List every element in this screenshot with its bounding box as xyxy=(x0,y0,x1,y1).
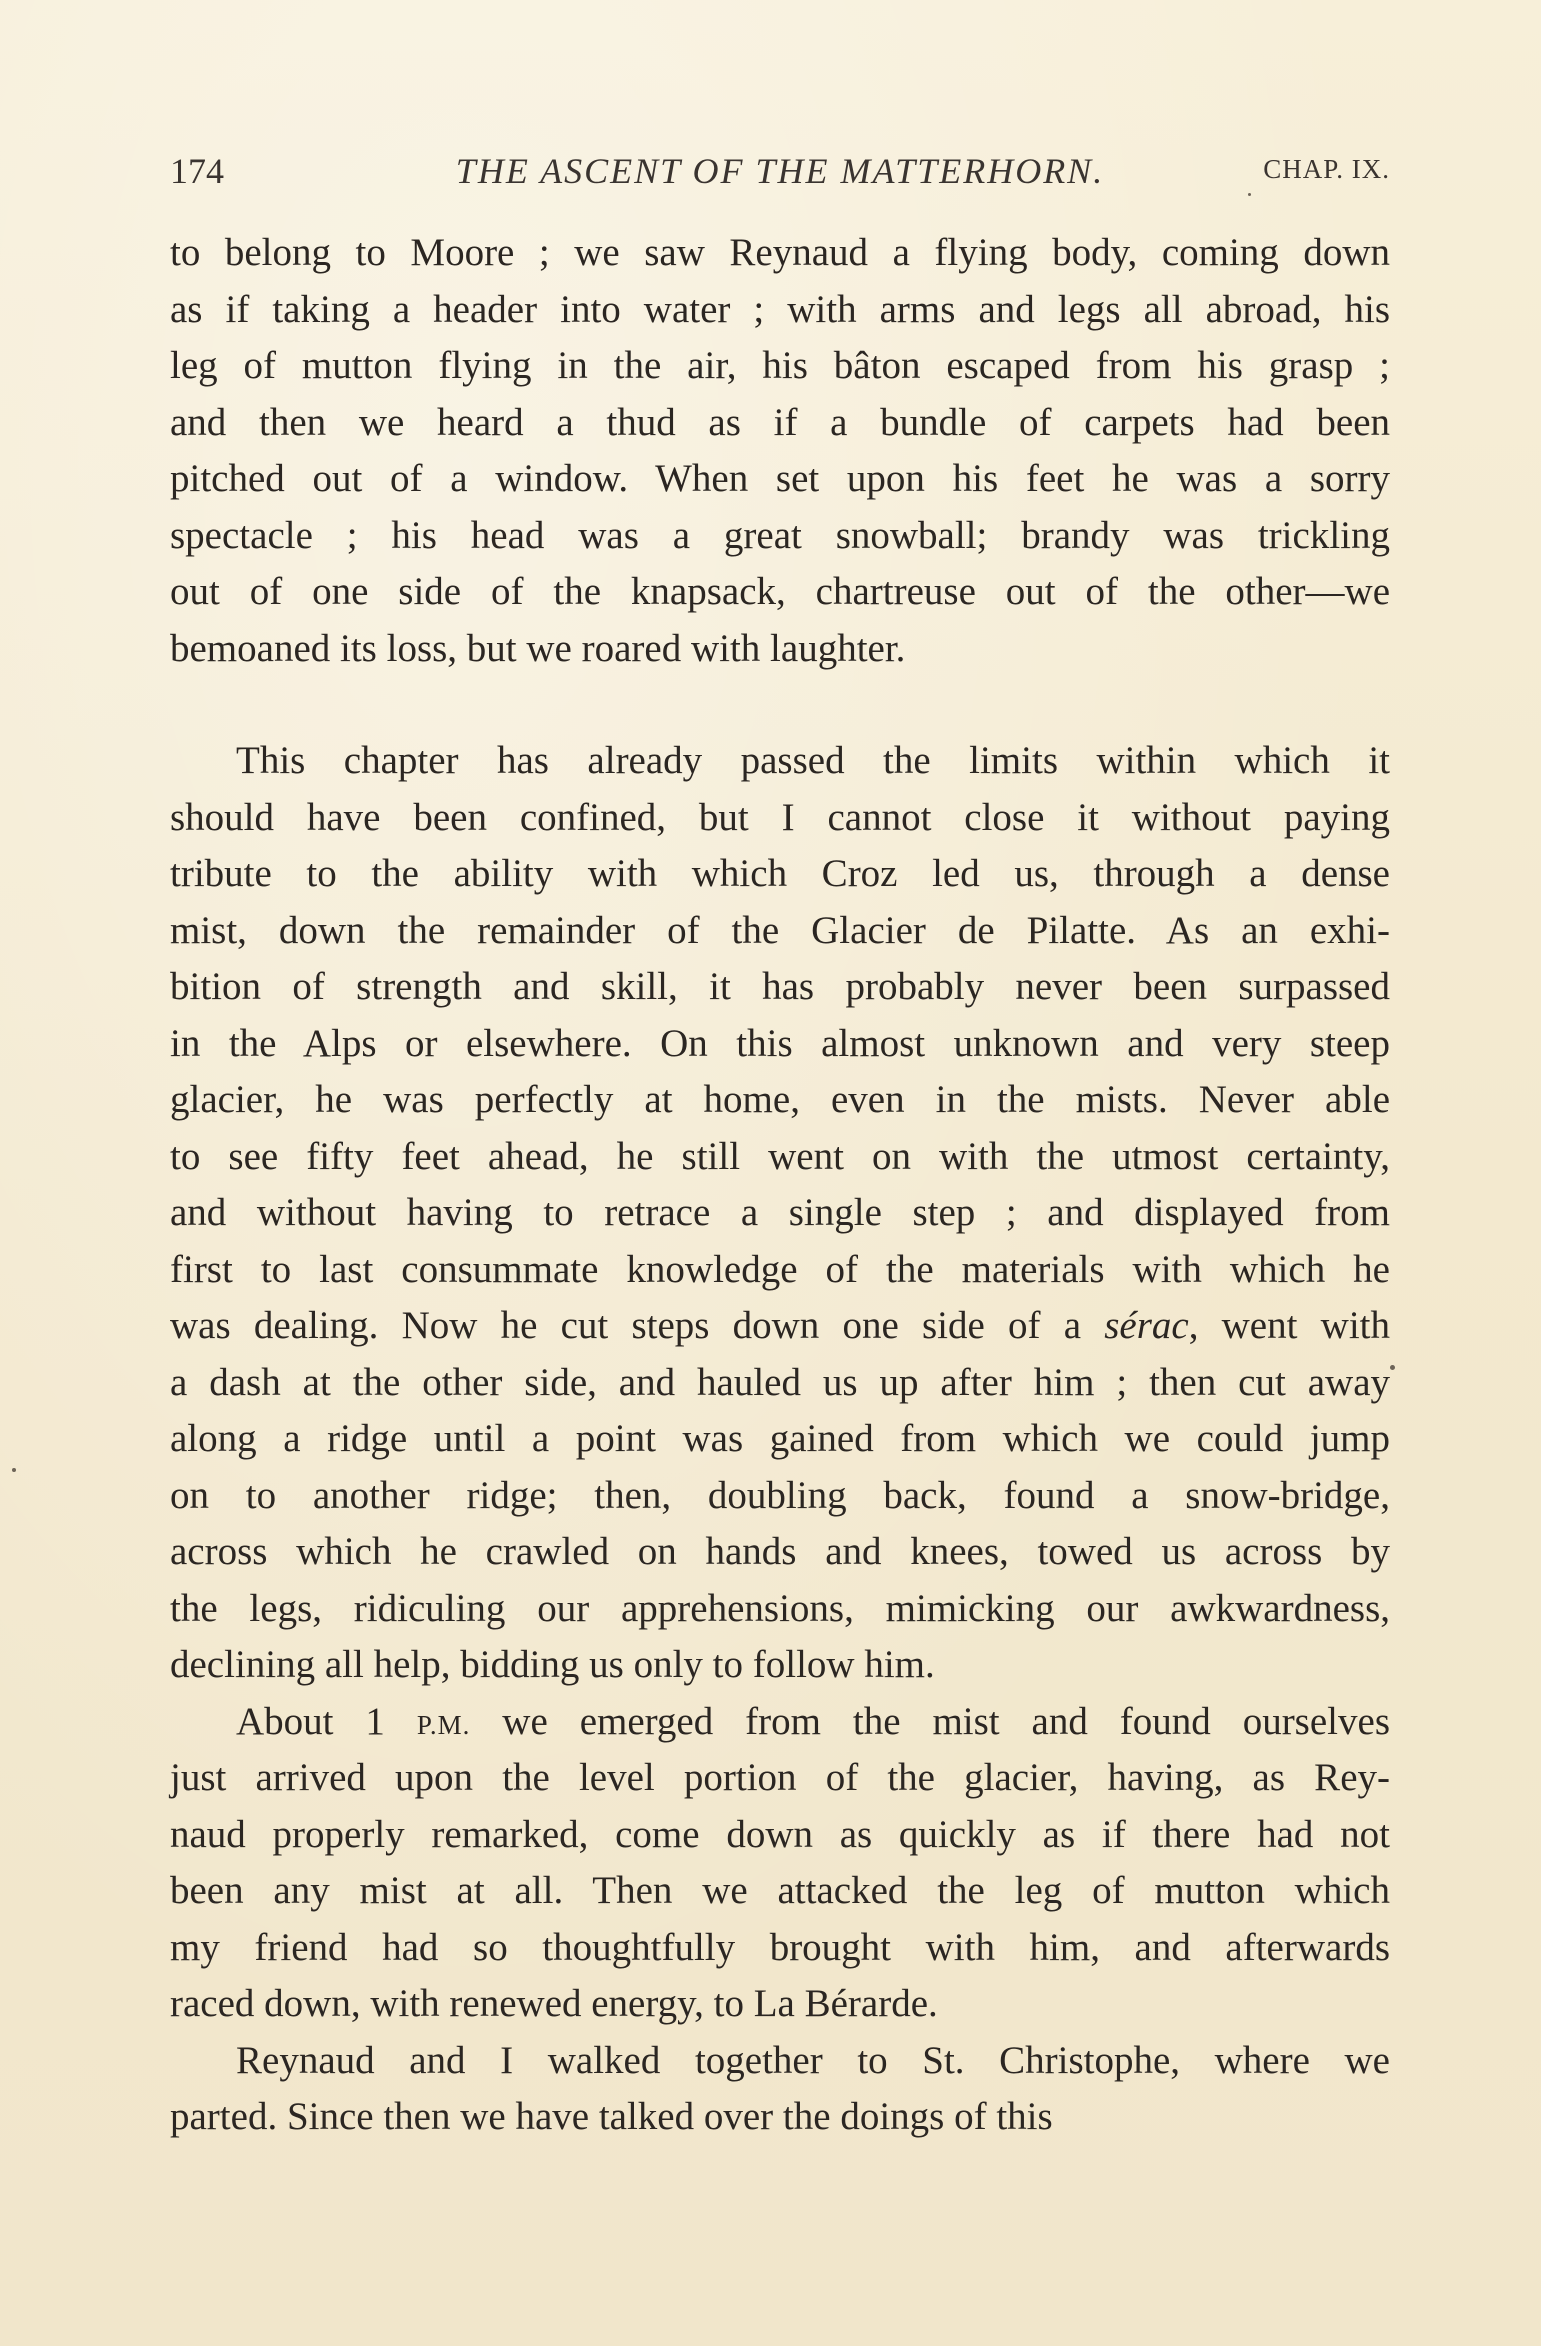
paragraph xyxy=(170,2033,1390,2146)
running-title: THE ASCENT OF THE MATTERHORN. xyxy=(455,151,1105,191)
page-speck xyxy=(1248,193,1251,196)
paragraph-gap xyxy=(170,677,1390,733)
text-line: declining all help, bidding us only to follow him. xyxy=(170,1643,935,1686)
text-line: to see fifty feet ahead, he still went on with the utmost certainty, xyxy=(170,1134,1390,1178)
text-line: in the Alps or elsewhere. On this almost unknown and very steep xyxy=(170,1021,1390,1065)
text-line: This chapter has already passed the limits within which it xyxy=(236,739,1390,782)
text-line: leg of mutton flying in the air, his bâton escaped from his grasp ; xyxy=(170,344,1390,387)
page-speck xyxy=(1390,1365,1395,1370)
text-line: tribute to the ability with which Croz led us, through a dense xyxy=(170,852,1390,895)
text-line: been any mist at all. Then we attacked the leg of mutton which xyxy=(170,1869,1390,1912)
text-line: out of one side of the knapsack, chartreuse out of the other—we xyxy=(170,570,1390,613)
paragraph xyxy=(170,1694,1390,2033)
text-line: mist, down the remainder of the Glacier de Pilatte. As an exhi- xyxy=(170,908,1390,952)
text-line: as if taking a header into water ; with arms and legs all abroad, his xyxy=(170,287,1390,331)
text-line: About 1 P.M. we emerged from the mist and found ourselves xyxy=(236,1699,1390,1743)
text-line: parted. Since then we have talked over the doings of this xyxy=(170,2095,1053,2138)
text-line: along a ridge until a point was gained from which we could jump xyxy=(170,1417,1390,1460)
page-number: 174 xyxy=(170,151,224,191)
paragraph xyxy=(170,733,1390,1694)
text-line: raced down, with renewed energy, to La Bérarde. xyxy=(170,1982,938,2025)
text-line: pitched out of a window. When set upon his feet he was a sorry xyxy=(170,457,1390,500)
text-line: naud properly remarked, come down as quickly as if there had not xyxy=(170,1812,1390,1856)
chapter-reference: CHAP. IX. xyxy=(1263,154,1390,184)
text-line: across which he crawled on hands and knees, towed us across by xyxy=(170,1530,1390,1573)
text-line: and without having to retrace a single step ; and displayed from xyxy=(170,1191,1390,1234)
text-line: Reynaud and I walked together to St. Christophe, where we xyxy=(236,2038,1390,2082)
text-line: the legs, ridiculing our apprehensions, mimicking our awkwardness, xyxy=(170,1586,1390,1630)
text-line: should have been confined, but I cannot close it without paying xyxy=(170,795,1390,839)
text-line: glacier, he was perfectly at home, even in the mists. Never able xyxy=(170,1078,1390,1121)
text-line: first to last consummate knowledge of the materials with which he xyxy=(170,1247,1390,1291)
running-head xyxy=(170,150,1390,200)
text-line: bition of strength and skill, it has probably never been surpassed xyxy=(170,965,1390,1008)
text-line: was dealing. Now he cut steps down one side of a sérac, went with xyxy=(170,1304,1390,1347)
page-speck xyxy=(12,1468,16,1472)
text-line: a dash at the other side, and hauled us up after him ; then cut away xyxy=(170,1360,1390,1404)
text-line: my friend had so thoughtfully brought with him, and afterwards xyxy=(170,1925,1390,1969)
body-text xyxy=(170,225,1390,2146)
text-line: bemoaned its loss, but we roared with laughter. xyxy=(170,626,906,670)
text-line: just arrived upon the level portion of the glacier, having, as Rey- xyxy=(170,1756,1390,1799)
text-line: to belong to Moore ; we saw Reynaud a flying body, coming down xyxy=(170,231,1390,274)
text-line: and then we heard a thud as if a bundle of carpets had been xyxy=(170,400,1390,444)
paragraph xyxy=(170,225,1390,677)
text-line: on to another ridge; then, doubling back, found a snow-bridge, xyxy=(170,1473,1390,1517)
text-line: spectacle ; his head was a great snowball; brandy was trickling xyxy=(170,513,1390,557)
